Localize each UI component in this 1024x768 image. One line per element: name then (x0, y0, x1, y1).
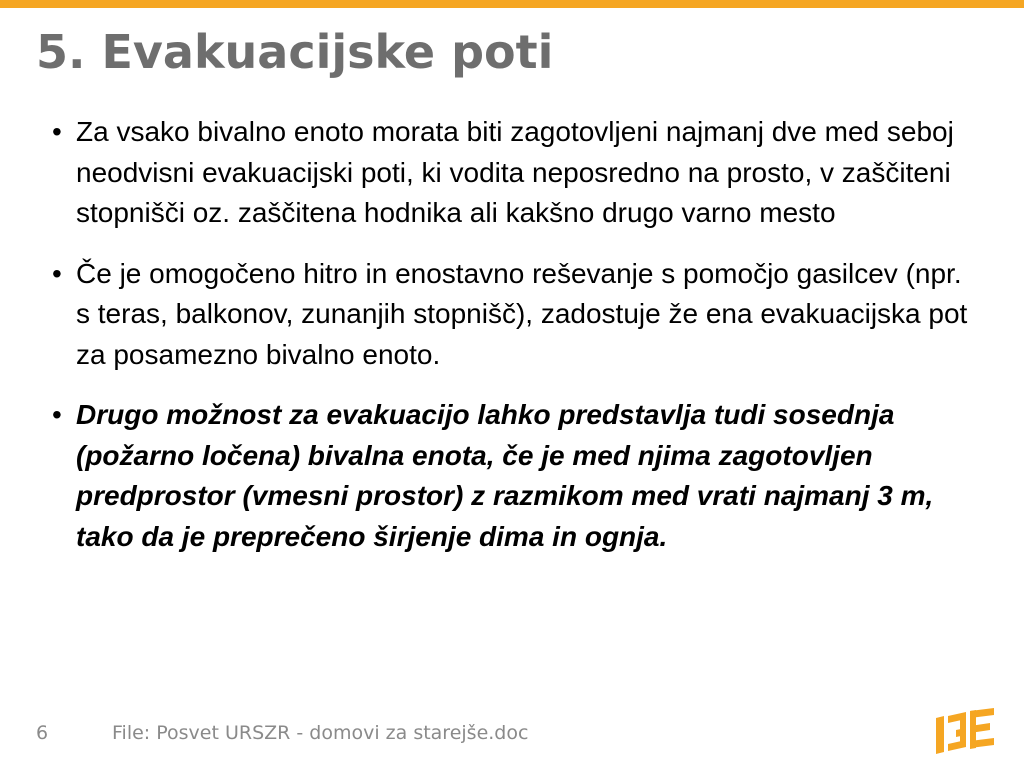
bullet-item-3 (52, 395, 972, 557)
bullet-list (52, 112, 972, 577)
bullet-marker: • (52, 116, 62, 147)
bullet-marker: • (52, 257, 62, 289)
bullet-item-1 (52, 112, 972, 234)
top-accent-bar (0, 0, 1024, 8)
slide-title: 5. Evakuacijske poti (36, 25, 554, 79)
bullet-text-3: Drugo možnost za evakuacijo lahko predstavlja tudi sosednja (požarno ločena) bivalna enota, če je med njima zagotovljen predprostor (vmesni prostor) z razmikom med vrati najmanj 3 m, tako da je preprečeno širjenje dima in ognja. (76, 399, 934, 552)
page-number: 6 (36, 722, 49, 744)
bullet-text-1: Za vsako bivalno enoto morata biti zagotovljeni najmanj dve med seboj neodvisni evakuacijski poti, ki vodita neposredno na prosto, v zaščiteni stopnišči oz. zaščitena hodnika ali kakšno drugo varno mesto (76, 116, 954, 228)
bullet-marker: • (52, 399, 62, 430)
bullet-item-2 (52, 254, 972, 376)
bullet-text-2: Če je omogočeno hitro in enostavno reševanje s pomočjo gasilcev (npr. s teras, balkonov, zunanjih stopnišč), zadostuje že ena evakuacijska pot za posamezno bivalno enoto. (76, 257, 968, 370)
company-logo-icon (932, 708, 996, 756)
footer-file-label: File: Posvet URSZR - domovi za starejše.doc (112, 722, 529, 744)
